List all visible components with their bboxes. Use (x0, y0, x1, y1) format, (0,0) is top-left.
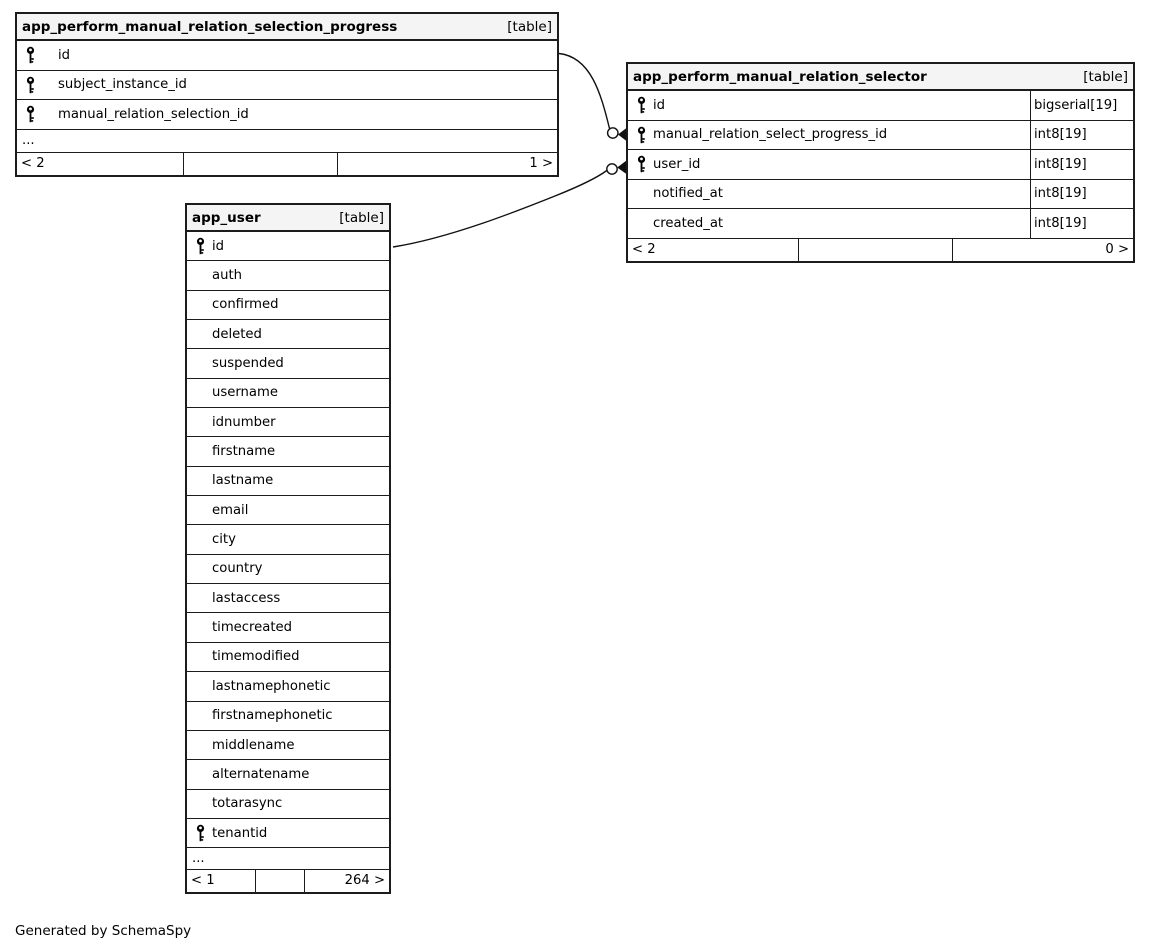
hidden-columns-ellipsis: ... (17, 130, 557, 153)
column-row-lastaccess (187, 584, 389, 613)
parent-count: < 2 (632, 242, 656, 257)
column-name: country (212, 561, 263, 577)
column-row-created-at (628, 209, 1133, 239)
column-type: bigserial[19] (1030, 91, 1133, 120)
foreign-key-icon (195, 824, 206, 842)
column-row-id (187, 232, 389, 261)
column-row-subject-instance-id (17, 71, 557, 101)
table-title: app_perform_manual_relation_selection_progress (22, 18, 398, 35)
column-name: totarasync (212, 796, 283, 812)
column-name: middlename (212, 737, 295, 753)
column-name: user_id (653, 156, 701, 172)
column-row-manual-relation-selection-id (17, 100, 557, 130)
column-name: timemodified (212, 649, 300, 665)
column-name: alternatename (212, 766, 310, 782)
generated-by-note: Generated by SchemaSpy (15, 923, 192, 939)
table-header[interactable] (17, 14, 557, 41)
column-name: email (212, 502, 249, 518)
column-name: lastaccess (212, 590, 281, 606)
table-footer (628, 239, 1133, 261)
table-tag: [table] (1083, 68, 1128, 85)
child-count: 1 > (337, 153, 557, 175)
table-title: app_perform_manual_relation_selector (633, 68, 927, 85)
table-header[interactable] (187, 205, 389, 232)
table-header[interactable] (628, 64, 1133, 91)
column-name: deleted (212, 326, 262, 342)
relationship-line-user-to-selector (393, 171, 607, 248)
foreign-key-icon (636, 155, 647, 173)
column-name: username (212, 385, 278, 401)
column-type: int8[19] (1030, 150, 1133, 179)
column-row-country (187, 555, 389, 584)
column-type: int8[19] (1030, 121, 1133, 150)
column-name: tenantid (212, 825, 268, 841)
table-app-user[interactable] (185, 203, 391, 894)
column-row-firstname (187, 437, 389, 466)
column-row-id (628, 91, 1133, 121)
zero-or-one-dot (608, 128, 618, 138)
table-footer (187, 870, 389, 892)
column-row-totarasync (187, 790, 389, 819)
column-type: int8[19] (1030, 209, 1133, 238)
column-name: manual_relation_select_progress_id (653, 127, 888, 143)
column-row-firstnamephonetic (187, 702, 389, 731)
column-row-timemodified (187, 643, 389, 672)
column-name: timecreated (212, 620, 293, 636)
column-name: notified_at (653, 186, 723, 202)
column-row-idnumber (187, 408, 389, 437)
column-row-timecreated (187, 613, 389, 642)
table-tag: [table] (507, 18, 552, 35)
footer-spacer (255, 870, 304, 892)
primary-key-icon (195, 237, 206, 255)
primary-key-icon (25, 46, 36, 64)
table-app-perform-manual-relation-selection-progress[interactable] (15, 12, 559, 177)
column-name: suspended (212, 356, 284, 372)
column-name: created_at (653, 215, 724, 231)
hidden-columns-ellipsis: ... (187, 848, 389, 870)
child-count: 0 > (952, 239, 1133, 261)
column-row-user-id (628, 150, 1133, 180)
zero-or-one-dot (607, 164, 617, 174)
relationship-line-progress-to-selector (559, 54, 610, 129)
column-row-email (187, 496, 389, 525)
column-row-middlename (187, 731, 389, 760)
column-name: manual_relation_selection_id (58, 106, 249, 122)
column-row-lastnamephonetic (187, 672, 389, 701)
parent-count: < 1 (191, 873, 215, 889)
child-count: 264 > (304, 870, 389, 892)
footer-spacer (183, 153, 337, 175)
column-row-tenantid (187, 819, 389, 848)
column-name: idnumber (212, 414, 276, 430)
column-type: int8[19] (1030, 180, 1133, 209)
column-row-deleted (187, 320, 389, 349)
column-name: lastnamephonetic (212, 678, 331, 694)
column-row-city (187, 525, 389, 554)
column-row-confirmed (187, 291, 389, 320)
foreign-key-icon (25, 76, 36, 94)
column-row-suspended (187, 349, 389, 378)
column-name: city (212, 532, 236, 548)
footer-spacer (798, 239, 952, 261)
table-footer (17, 153, 557, 175)
column-name: id (212, 238, 225, 254)
column-row-auth (187, 261, 389, 290)
table-app-perform-manual-relation-selector[interactable] (626, 62, 1135, 263)
column-name: auth (212, 268, 242, 284)
column-name: confirmed (212, 297, 279, 313)
column-name: id (58, 47, 71, 63)
column-name: id (653, 97, 666, 113)
column-name: subject_instance_id (58, 77, 187, 93)
column-name: firstnamephonetic (212, 708, 333, 724)
column-row-manual-relation-select-progress-id (628, 121, 1133, 151)
column-row-id (17, 41, 557, 71)
table-title: app_user (192, 209, 261, 226)
primary-key-icon (636, 96, 647, 114)
foreign-key-icon (636, 126, 647, 144)
column-row-username (187, 379, 389, 408)
table-tag: [table] (339, 209, 384, 226)
column-row-alternatename (187, 760, 389, 789)
column-row-notified-at (628, 180, 1133, 210)
parent-count: < 2 (21, 156, 45, 171)
column-name: firstname (212, 444, 276, 460)
column-row-lastname (187, 467, 389, 496)
foreign-key-icon (25, 105, 36, 123)
column-name: lastname (212, 473, 274, 489)
